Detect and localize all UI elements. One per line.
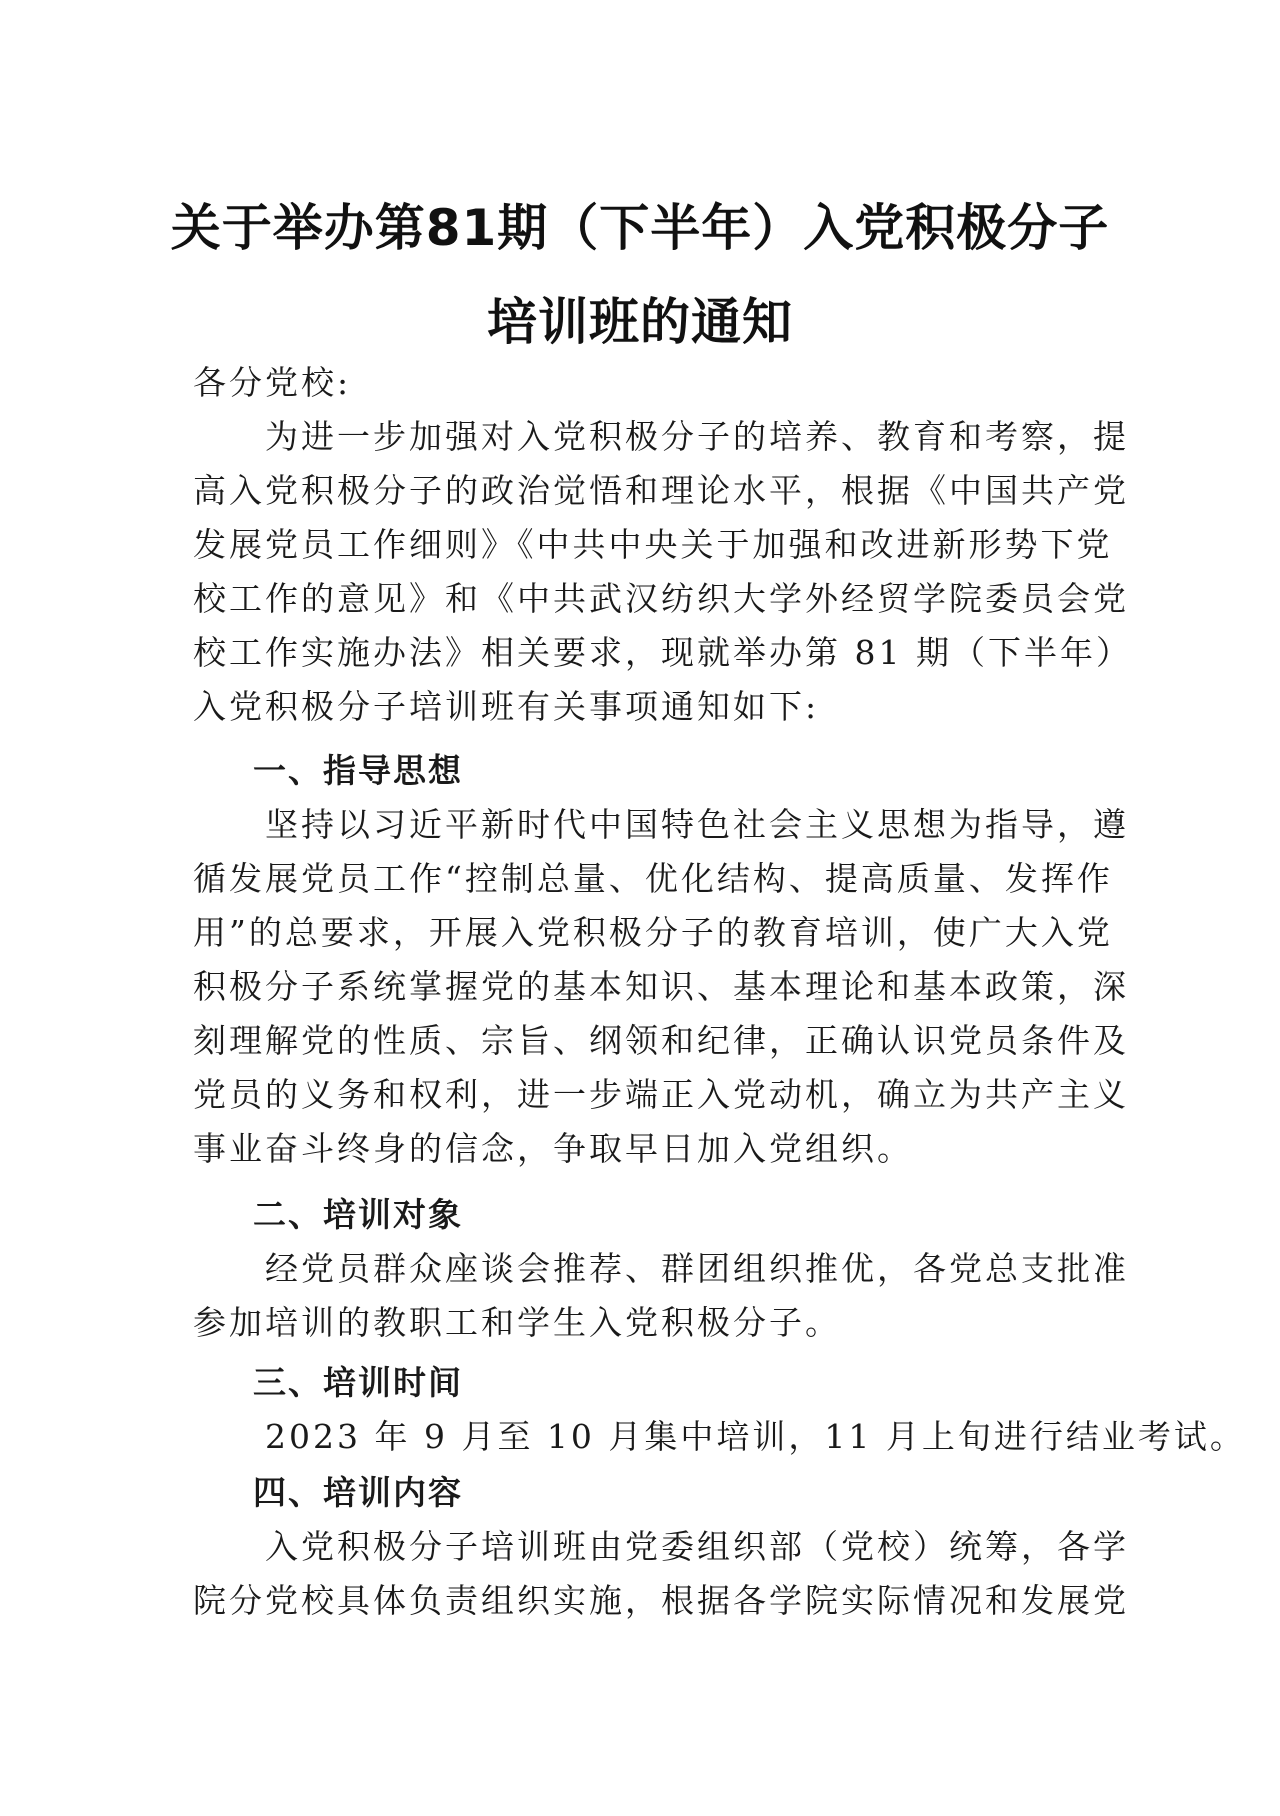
text-line: 经党员群众座谈会推荐、群团组织推优，各党总支批准 — [193, 1249, 1129, 1288]
text-line: 院分党校具体负责组织实施，根据各学院实际情况和发展党 — [193, 1581, 1129, 1620]
text-line: 2023 年 9 月至 10 月集中培训，11 月上旬进行结业考试。 — [193, 1417, 1246, 1456]
text-line: 发展党员工作细则》《中共中央关于加强和改进新形势下党 — [193, 525, 1113, 564]
section-heading-training-targets: 二、培训对象 — [253, 1195, 463, 1234]
section-heading-guiding-ideology: 一、指导思想 — [253, 751, 463, 790]
text-line: 党员的义务和权利，进一步端正入党动机，确立为共产主义 — [193, 1075, 1129, 1114]
text-line: 刻理解党的性质、宗旨、纲领和纪律，正确认识党员条件及 — [193, 1021, 1129, 1060]
text-line: 参加培训的教职工和学生入党积极分子。 — [193, 1303, 841, 1342]
text-line: 坚持以习近平新时代中国特色社会主义思想为指导，遵 — [193, 805, 1129, 844]
text-line: 循发展党员工作“控制总量、优化结构、提高质量、发挥作 — [193, 859, 1113, 898]
text-line: 事业奋斗终身的信念，争取早日加入党组织。 — [193, 1129, 913, 1168]
section-paragraph-training-targets — [193, 1242, 1129, 1350]
text-line: 校工作的意见》和《中共武汉纺织大学外经贸学院委员会党 — [193, 579, 1129, 618]
section-heading-training-time: 三、培训时间 — [253, 1363, 463, 1402]
intro-paragraph — [193, 410, 1132, 734]
section-paragraph-training-time — [193, 1410, 1246, 1464]
section-heading-training-content: 四、培训内容 — [253, 1473, 463, 1512]
salutation: 各分党校: — [193, 363, 352, 402]
text-line: 高入党积极分子的政治觉悟和理论水平，根据《中国共产党 — [193, 471, 1129, 510]
document-title-line-2: 培训班的通知 — [487, 293, 793, 351]
text-line: 校工作实施办法》相关要求，现就举办第 81 期（下半年） — [193, 633, 1132, 672]
text-line: 用”的总要求，开展入党积极分子的教育培训，使广大入党 — [193, 913, 1113, 952]
document-title-line-1: 关于举办第81期（下半年）入党积极分子 — [170, 199, 1110, 257]
text-line: 为进一步加强对入党积极分子的培养、教育和考察，提 — [193, 417, 1129, 456]
text-line: 入党积极分子培训班有关事项通知如下: — [193, 687, 820, 726]
text-line: 积极分子系统掌握党的基本知识、基本理论和基本政策，深 — [193, 967, 1129, 1006]
text-line: 入党积极分子培训班由党委组织部（党校）统筹，各学 — [193, 1527, 1129, 1566]
section-paragraph-guiding-ideology — [193, 798, 1129, 1176]
section-paragraph-training-content — [193, 1520, 1129, 1628]
